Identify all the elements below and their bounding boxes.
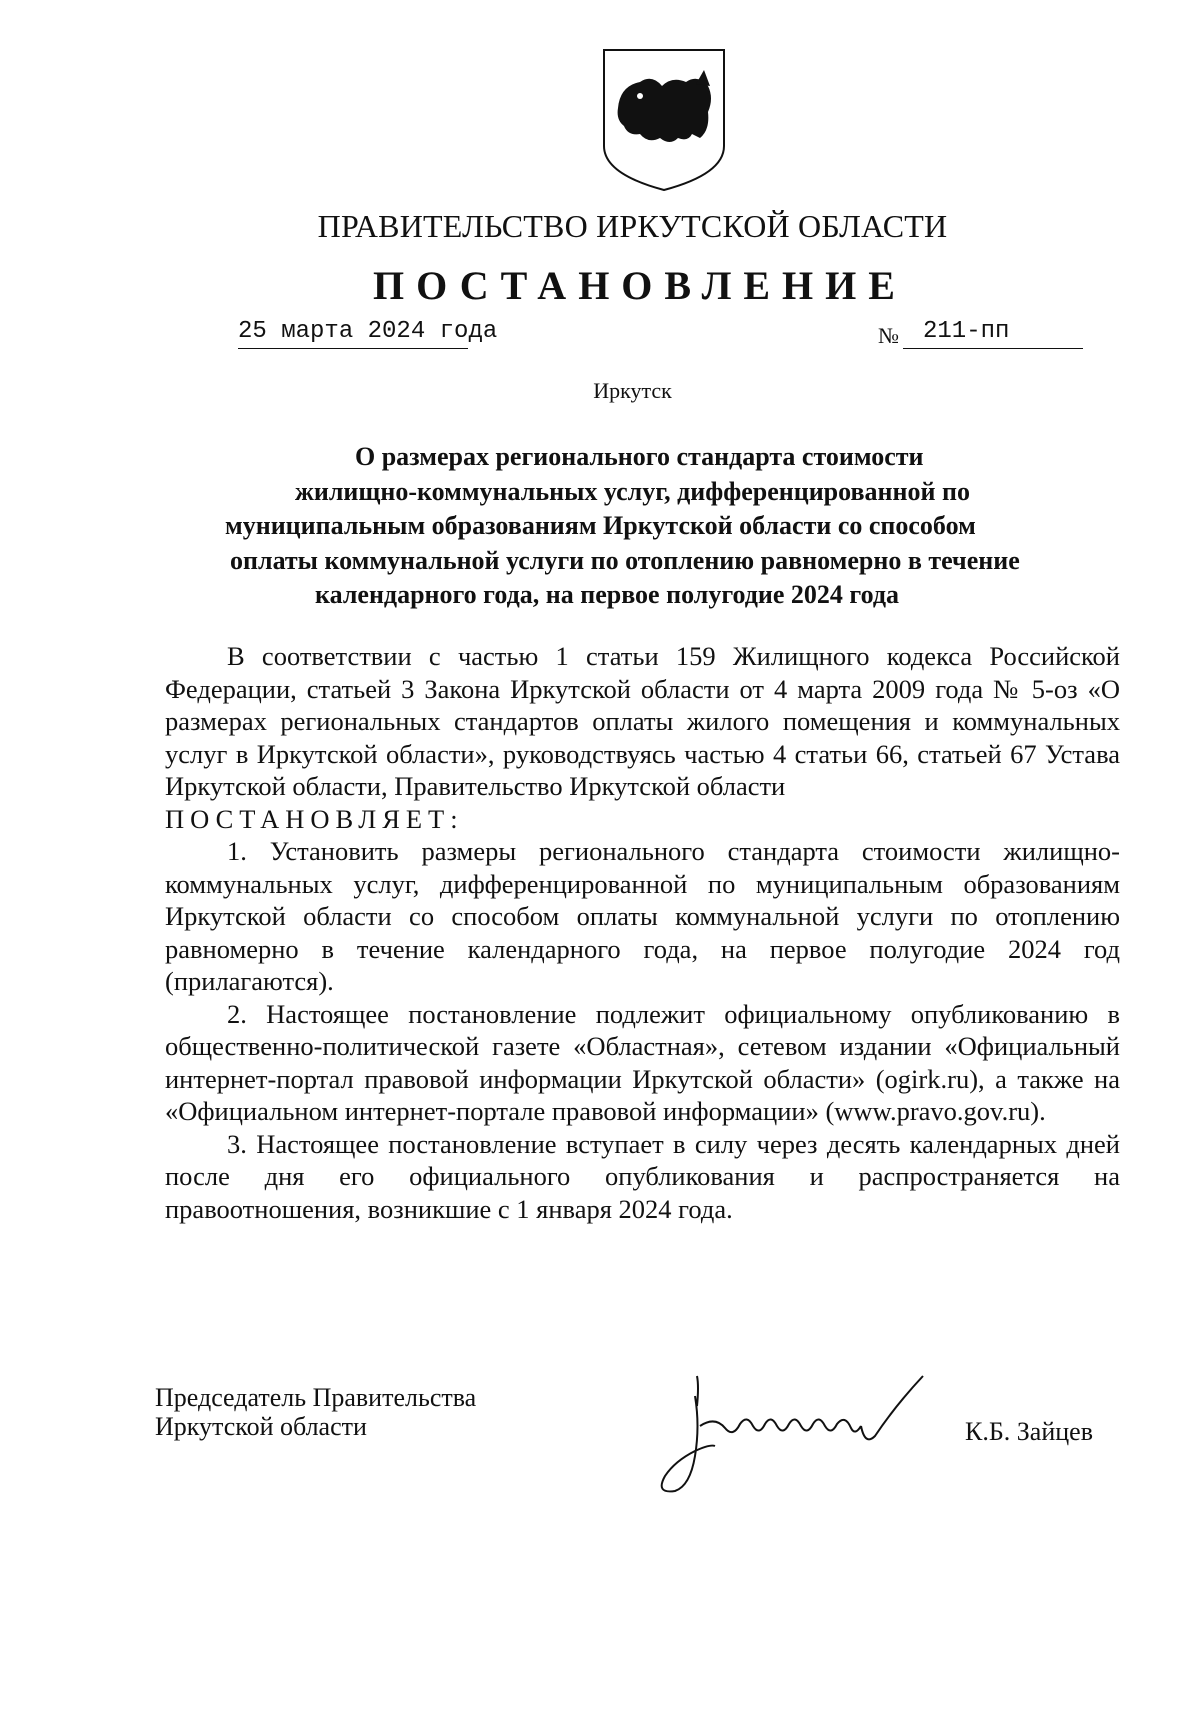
signatory-name: К.Б. Зайцев — [965, 1417, 1093, 1446]
irkutsk-coat-of-arms-icon — [600, 46, 728, 194]
clause-paragraph: 2. Настоящее постановление подлежит официальному опубликованию в общественно-политической газете «Областная», сетевом издании «Официальный интернет-портал правовой информации Иркутской области» (ogirk.ru), а также на «Официальном интернет-портале правовой информации» (www.pravo.gov.ru). — [165, 998, 1120, 1126]
title-line: календарного года, на первое полугодие 2024 года — [315, 580, 899, 609]
number-sign: № — [878, 323, 899, 348]
document-city: Иркутск — [593, 378, 672, 403]
document-body — [165, 640, 1120, 1225]
clause-paragraph: 1. Установить размеры регионального стандарта стоимости жилищно-коммунальных услуг, дифференцированной по муниципальным образованиям Иркутской области со способом оплаты коммунальной услуги по отоплению равномерно в течение календарного года, на первое полугодие 2024 год (прилагаются). — [165, 836, 1120, 996]
handwritten-signature-icon — [655, 1366, 945, 1506]
organization-name: ПРАВИТЕЛЬСТВО ИРКУТСКОЙ ОБЛАСТИ — [317, 208, 948, 244]
title-line: оплаты коммунальной услуги по отоплению равномерно в течение — [230, 545, 1020, 575]
title-line: О размерах регионального стандарта стоимости — [355, 442, 924, 471]
document-type: ПОСТАНОВЛЕНИЕ — [373, 263, 907, 308]
position-line: Иркутской области — [155, 1412, 367, 1441]
signatory-position — [155, 1383, 476, 1441]
title-line: жилищно-коммунальных услуг, дифференцированной по — [295, 476, 970, 506]
position-line: Председатель Правительства — [155, 1383, 477, 1412]
document-number-field — [878, 318, 1083, 349]
document-date: 25 марта 2024 года — [238, 318, 468, 349]
preamble-paragraph: В соответствии с частью 1 статьи 159 Жилищного кодекса Российской Федерации, статьей 3 Закона Иркутской области от 4 марта 2009 года № 5-оз «О размерах региональных стандартов оплаты жилого помещения и коммунальных услуг в Иркутской области», руководствуясь частью 4 статьи 66, статьей 67 Устава Иркутской области, Правительство Иркутской области — [165, 641, 1120, 801]
title-line: муниципальным образованиям Иркутской области со способом — [225, 511, 976, 540]
clause-paragraph: 3. Настоящее постановление вступает в силу через десять календарных дней после дня его официального опубликования и распространяется на правоотношения, возникшие с 1 января 2024 года. — [165, 1128, 1120, 1224]
document-title — [220, 440, 1100, 613]
document-number: 211-пп — [903, 318, 1083, 349]
resolves-heading: ПОСТАНОВЛЯЕТ: — [165, 803, 464, 834]
